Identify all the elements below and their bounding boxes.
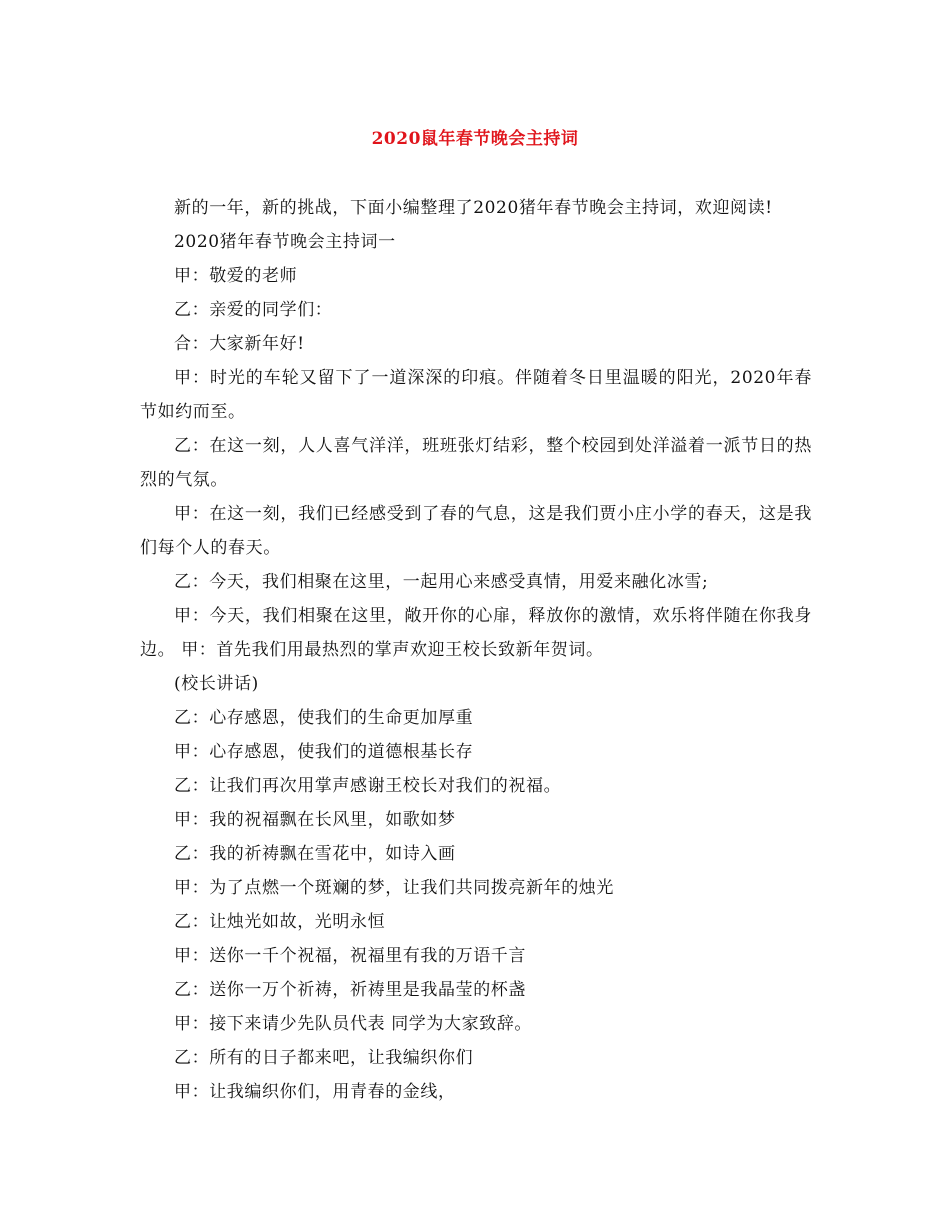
paragraph: 甲：敬爱的老师 <box>174 266 298 286</box>
paragraph: 乙：所有的日子都来吧，让我编织你们 <box>174 1048 474 1068</box>
section-heading: 2020猪年春节晚会主持词一 <box>174 232 396 252</box>
paragraph: 乙：我的祈祷飘在雪花中，如诗入画 <box>174 844 456 864</box>
document-title: 2020鼠年春节晚会主持词 <box>371 129 579 149</box>
paragraph: 甲：时光的车轮又留下了一道深深的印痕。伴随着冬日里温暖的阳光，2020年春节如约而至。 <box>140 368 812 422</box>
paragraph: (校长讲话) <box>174 674 259 694</box>
paragraph: 新的一年，新的挑战，下面小编整理了2020猪年春节晚会主持词，欢迎阅读! <box>174 198 773 218</box>
paragraph: 甲：在这一刻，我们已经感受到了春的气息，这是我们贾小庄小学的春天，这是我们每个人的春天。 <box>140 504 812 558</box>
paragraph: 甲：让我编织你们，用青春的金线， <box>174 1082 456 1102</box>
paragraph: 甲：送你一千个祝福，祝福里有我的万语千言 <box>174 946 526 966</box>
paragraph: 甲：今天，我们相聚在这里，敞开你的心扉，释放你的激情，欢乐将伴随在你我身边。 甲：首先我们用最热烈的掌声欢迎王校长致新年贺词。 <box>140 606 812 660</box>
paragraph: 乙：送你一万个祈祷，祈祷里是我晶莹的杯盏 <box>174 980 526 1000</box>
paragraph: 合：大家新年好! <box>174 334 305 354</box>
paragraph: 乙：今天，我们相聚在这里，一起用心来感受真情，用爱来融化冰雪; <box>174 572 709 592</box>
paragraph: 甲：心存感恩，使我们的道德根基长存 <box>174 742 474 762</box>
paragraph: 甲：接下来请少先队员代表 同学为大家致辞。 <box>174 1014 533 1034</box>
paragraph: 甲：为了点燃一个斑斓的梦，让我们共同拨亮新年的烛光 <box>174 878 614 898</box>
paragraph: 乙：在这一刻，人人喜气洋洋，班班张灯结彩，整个校园到处洋溢着一派节日的热烈的气氛。 <box>140 436 812 490</box>
paragraph: 乙：让烛光如故，光明永恒 <box>174 912 386 932</box>
paragraph: 乙：让我们再次用掌声感谢王校长对我们的祝福。 <box>174 776 562 796</box>
paragraph: 乙：亲爱的同学们： <box>174 300 333 320</box>
document-body <box>140 191 812 1109</box>
paragraph: 甲：我的祝福飘在长风里，如歌如梦 <box>174 810 456 830</box>
paragraph: 乙：心存感恩，使我们的生命更加厚重 <box>174 708 474 728</box>
